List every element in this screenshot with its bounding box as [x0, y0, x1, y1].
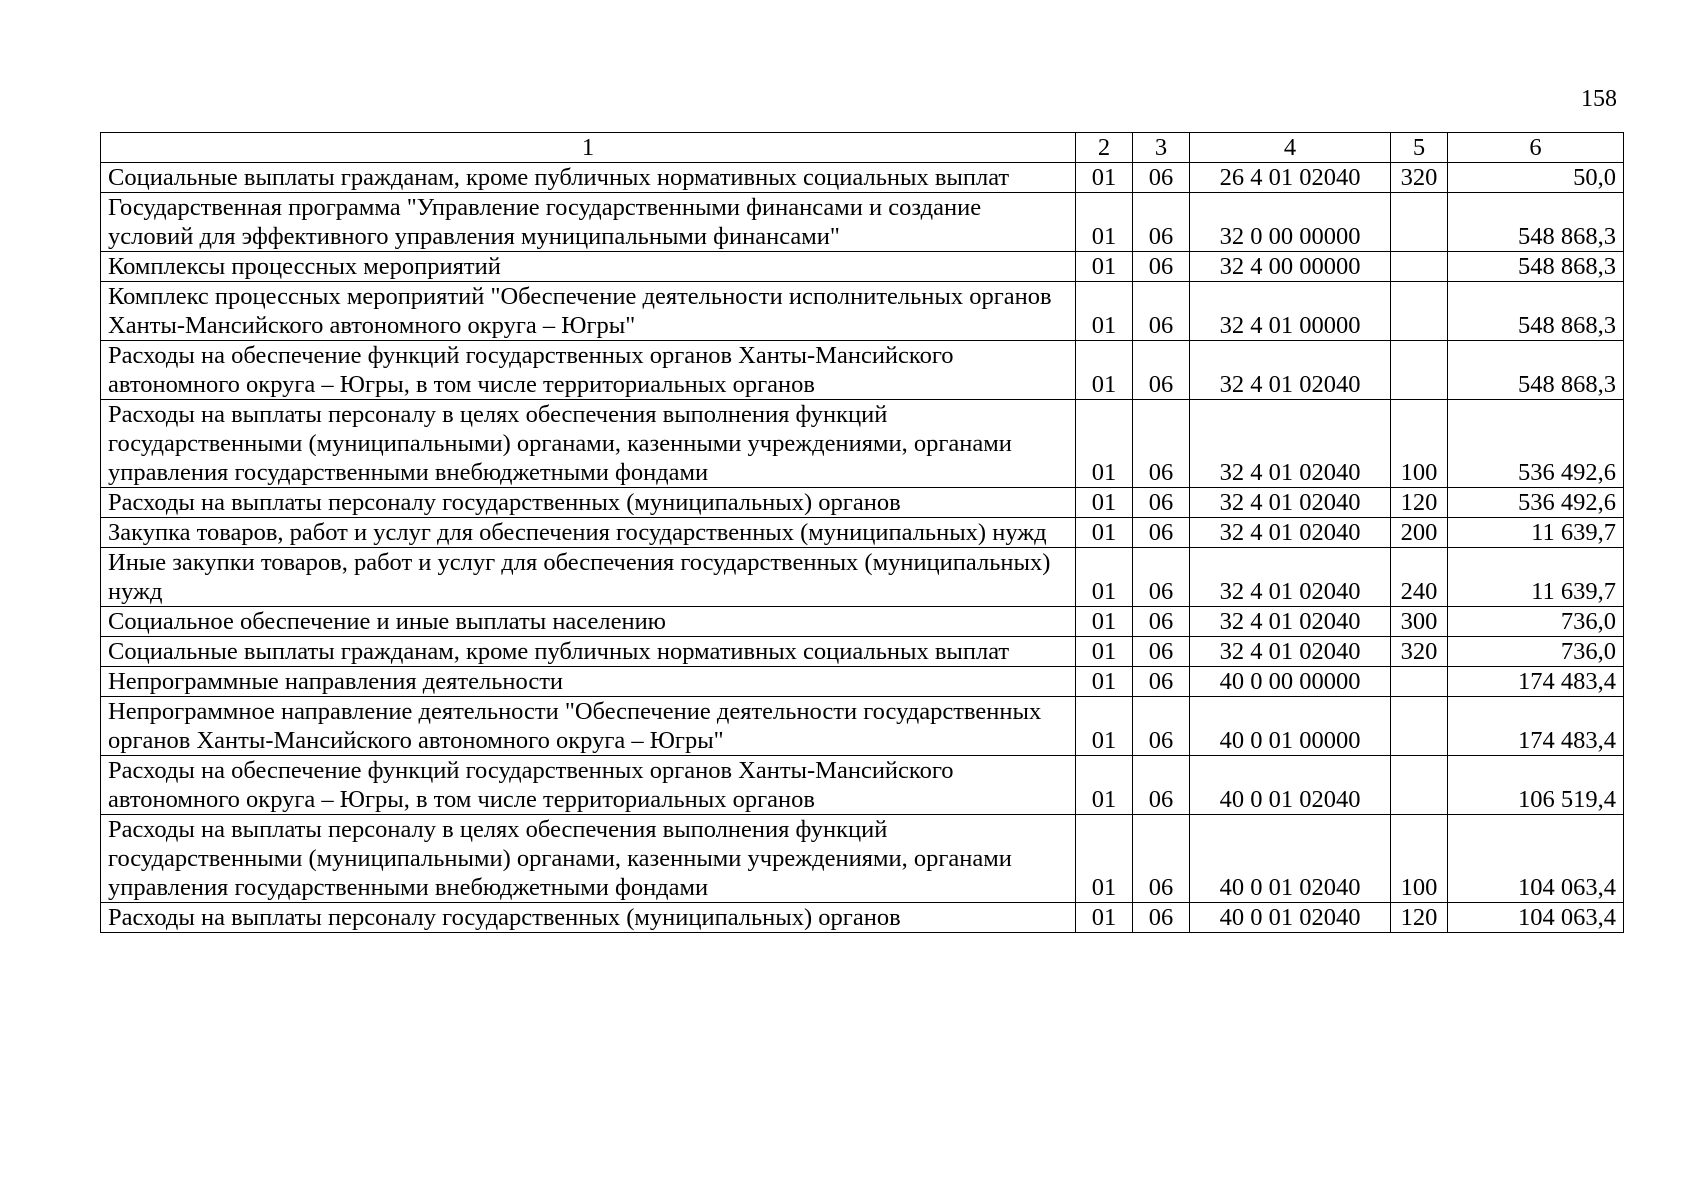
target-code-cell: 32 4 01 02040: [1190, 637, 1391, 667]
subsection-code-cell: 06: [1133, 252, 1190, 282]
header-row: [101, 133, 1624, 163]
header-col-5: 5: [1391, 133, 1448, 163]
subsection-code-cell: 06: [1133, 518, 1190, 548]
row-name-cell: Социальные выплаты гражданам, кроме публичных нормативных социальных выплат: [101, 163, 1076, 193]
row-name-cell: Расходы на выплаты персоналу государственных (муниципальных) органов: [101, 903, 1076, 933]
expense-type-cell: 200: [1391, 518, 1448, 548]
section-code-cell: 01: [1076, 282, 1133, 341]
table-row: [101, 667, 1624, 697]
row-name-cell: Комплекс процессных мероприятий "Обеспечение деятельности исполнительных органов Ханты-Мансийского автономного округа – Югры": [101, 282, 1076, 341]
subsection-code-cell: 06: [1133, 903, 1190, 933]
subsection-code-cell: 06: [1133, 282, 1190, 341]
table-row: [101, 252, 1624, 282]
target-code-cell: 32 4 01 02040: [1190, 548, 1391, 607]
table-row: [101, 607, 1624, 637]
row-name-cell: Комплексы процессных мероприятий: [101, 252, 1076, 282]
expense-type-cell: [1391, 282, 1448, 341]
table-row: [101, 163, 1624, 193]
subsection-code-cell: 06: [1133, 163, 1190, 193]
section-code-cell: 01: [1076, 193, 1133, 252]
row-name-cell: Расходы на обеспечение функций государственных органов Ханты-Мансийского автономного округа – Югры, в том числе территориальных органов: [101, 341, 1076, 400]
subsection-code-cell: 06: [1133, 756, 1190, 815]
amount-cell: 104 063,4: [1448, 903, 1624, 933]
expense-type-cell: [1391, 193, 1448, 252]
row-name-cell: Социальное обеспечение и иные выплаты населению: [101, 607, 1076, 637]
amount-cell: 11 639,7: [1448, 518, 1624, 548]
section-code-cell: 01: [1076, 163, 1133, 193]
table-row: [101, 637, 1624, 667]
table-row: [101, 193, 1624, 252]
subsection-code-cell: 06: [1133, 607, 1190, 637]
row-name-cell: Непрограммные направления деятельности: [101, 667, 1076, 697]
row-name-cell: Непрограммное направление деятельности "Обеспечение деятельности государственных органов Ханты-Мансийского автономного округа – Югры": [101, 697, 1076, 756]
amount-cell: 536 492,6: [1448, 400, 1624, 488]
section-code-cell: 01: [1076, 607, 1133, 637]
row-name-cell: Закупка товаров, работ и услуг для обеспечения государственных (муниципальных) нужд: [101, 518, 1076, 548]
table-row: [101, 903, 1624, 933]
subsection-code-cell: 06: [1133, 341, 1190, 400]
row-name-cell: Расходы на выплаты персоналу государственных (муниципальных) органов: [101, 488, 1076, 518]
table-body: [101, 163, 1624, 933]
expense-type-cell: [1391, 697, 1448, 756]
subsection-code-cell: 06: [1133, 488, 1190, 518]
amount-cell: 50,0: [1448, 163, 1624, 193]
amount-cell: 548 868,3: [1448, 252, 1624, 282]
subsection-code-cell: 06: [1133, 697, 1190, 756]
row-name-cell: Расходы на выплаты персоналу в целях обеспечения выполнения функций государственными (муниципальными) органами, казенными учреждениями, органами управления государственными внебюджетными фондами: [101, 815, 1076, 903]
table-row: [101, 518, 1624, 548]
amount-cell: 536 492,6: [1448, 488, 1624, 518]
row-name-cell: Социальные выплаты гражданам, кроме публичных нормативных социальных выплат: [101, 637, 1076, 667]
target-code-cell: 40 0 01 02040: [1190, 815, 1391, 903]
target-code-cell: 32 4 01 02040: [1190, 488, 1391, 518]
amount-cell: 11 639,7: [1448, 548, 1624, 607]
subsection-code-cell: 06: [1133, 637, 1190, 667]
expense-type-cell: 240: [1391, 548, 1448, 607]
table-row: [101, 488, 1624, 518]
target-code-cell: 40 0 01 02040: [1190, 903, 1391, 933]
section-code-cell: 01: [1076, 548, 1133, 607]
target-code-cell: 26 4 01 02040: [1190, 163, 1391, 193]
target-code-cell: 32 4 01 02040: [1190, 400, 1391, 488]
target-code-cell: 32 0 00 00000: [1190, 193, 1391, 252]
row-name-cell: Расходы на выплаты персоналу в целях обеспечения выполнения функций государственными (муниципальными) органами, казенными учреждениями, органами управления государственными внебюджетными фондами: [101, 400, 1076, 488]
row-name-cell: Государственная программа "Управление государственными финансами и создание условий для эффективного управления муниципальными финансами": [101, 193, 1076, 252]
subsection-code-cell: 06: [1133, 400, 1190, 488]
expense-type-cell: 320: [1391, 163, 1448, 193]
expense-type-cell: [1391, 252, 1448, 282]
section-code-cell: 01: [1076, 903, 1133, 933]
header-col-1: 1: [101, 133, 1076, 163]
section-code-cell: 01: [1076, 518, 1133, 548]
section-code-cell: 01: [1076, 697, 1133, 756]
table-row: [101, 282, 1624, 341]
section-code-cell: 01: [1076, 637, 1133, 667]
subsection-code-cell: 06: [1133, 815, 1190, 903]
table-row: [101, 400, 1624, 488]
expense-type-cell: 120: [1391, 903, 1448, 933]
section-code-cell: 01: [1076, 815, 1133, 903]
amount-cell: 548 868,3: [1448, 341, 1624, 400]
amount-cell: 174 483,4: [1448, 667, 1624, 697]
subsection-code-cell: 06: [1133, 193, 1190, 252]
expense-type-cell: 120: [1391, 488, 1448, 518]
amount-cell: 736,0: [1448, 607, 1624, 637]
table-row: [101, 548, 1624, 607]
header-col-3: 3: [1133, 133, 1190, 163]
table-header: [101, 133, 1624, 163]
table-row: [101, 341, 1624, 400]
target-code-cell: 32 4 01 02040: [1190, 607, 1391, 637]
amount-cell: 548 868,3: [1448, 282, 1624, 341]
expense-type-cell: [1391, 667, 1448, 697]
amount-cell: 548 868,3: [1448, 193, 1624, 252]
table-row: [101, 697, 1624, 756]
target-code-cell: 32 4 01 02040: [1190, 518, 1391, 548]
expense-type-cell: 320: [1391, 637, 1448, 667]
target-code-cell: 40 0 01 00000: [1190, 697, 1391, 756]
header-col-6: 6: [1448, 133, 1624, 163]
header-col-2: 2: [1076, 133, 1133, 163]
amount-cell: 736,0: [1448, 637, 1624, 667]
budget-table: [100, 132, 1624, 933]
target-code-cell: 32 4 01 00000: [1190, 282, 1391, 341]
expense-type-cell: [1391, 341, 1448, 400]
row-name-cell: Расходы на обеспечение функций государственных органов Ханты-Мансийского автономного округа – Югры, в том числе территориальных органов: [101, 756, 1076, 815]
expense-type-cell: 100: [1391, 815, 1448, 903]
subsection-code-cell: 06: [1133, 548, 1190, 607]
expense-type-cell: 300: [1391, 607, 1448, 637]
page-number: 158: [1581, 86, 1617, 112]
target-code-cell: 32 4 00 00000: [1190, 252, 1391, 282]
expense-type-cell: [1391, 756, 1448, 815]
amount-cell: 106 519,4: [1448, 756, 1624, 815]
section-code-cell: 01: [1076, 400, 1133, 488]
header-col-4: 4: [1190, 133, 1391, 163]
table-row: [101, 756, 1624, 815]
expense-type-cell: 100: [1391, 400, 1448, 488]
section-code-cell: 01: [1076, 488, 1133, 518]
subsection-code-cell: 06: [1133, 667, 1190, 697]
section-code-cell: 01: [1076, 756, 1133, 815]
row-name-cell: Иные закупки товаров, работ и услуг для обеспечения государственных (муниципальных) нужд: [101, 548, 1076, 607]
target-code-cell: 40 0 01 02040: [1190, 756, 1391, 815]
amount-cell: 104 063,4: [1448, 815, 1624, 903]
section-code-cell: 01: [1076, 667, 1133, 697]
target-code-cell: 40 0 00 00000: [1190, 667, 1391, 697]
section-code-cell: 01: [1076, 341, 1133, 400]
amount-cell: 174 483,4: [1448, 697, 1624, 756]
section-code-cell: 01: [1076, 252, 1133, 282]
target-code-cell: 32 4 01 02040: [1190, 341, 1391, 400]
table-row: [101, 815, 1624, 903]
